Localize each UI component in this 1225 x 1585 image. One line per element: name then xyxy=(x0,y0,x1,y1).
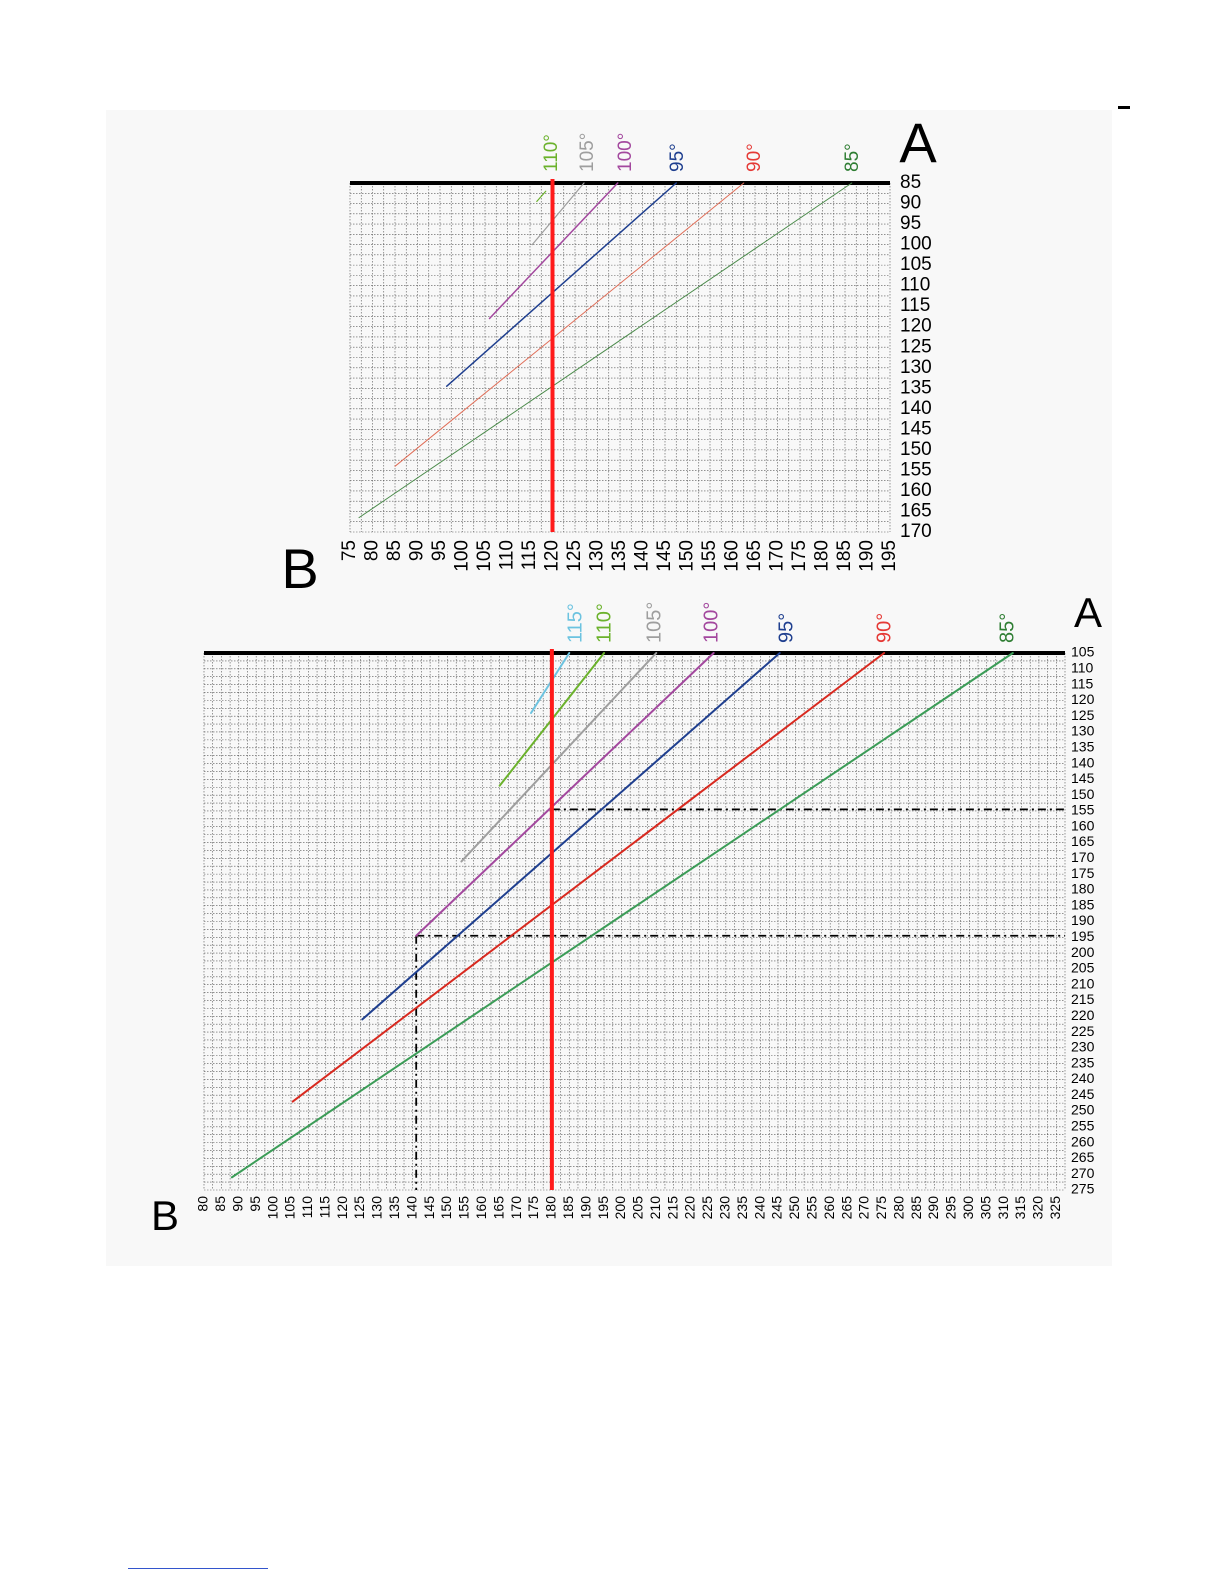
angle-label: 105° xyxy=(577,132,599,172)
y-tick-label: 150 xyxy=(900,438,932,460)
y-tick-label: 130 xyxy=(900,356,932,378)
axis-letter-b: B xyxy=(150,1192,180,1239)
y-tick-label: 115 xyxy=(1071,675,1094,692)
x-tick-label: 100 xyxy=(451,540,473,572)
angle-label: 85° xyxy=(996,612,1019,643)
y-tick-label: 100 xyxy=(900,233,932,255)
x-tick-label: 130 xyxy=(368,1196,385,1220)
y-tick-label: 105 xyxy=(900,254,932,276)
x-tick-label: 295 xyxy=(942,1196,959,1220)
x-tick-label: 220 xyxy=(681,1196,698,1220)
angle-label: 95° xyxy=(667,143,689,172)
x-tick-label: 190 xyxy=(577,1196,594,1220)
angle-label: 110° xyxy=(593,603,616,643)
footnote-separator xyxy=(128,1568,268,1569)
y-tick-label: 145 xyxy=(1071,770,1095,787)
y-tick-label: 130 xyxy=(1071,722,1095,739)
x-tick-label: 250 xyxy=(786,1196,803,1220)
x-tick-label: 160 xyxy=(473,1196,490,1220)
x-tick-label: 155 xyxy=(699,540,721,572)
x-tick-label: 140 xyxy=(403,1196,420,1220)
x-tick-label: 125 xyxy=(351,1196,368,1220)
x-tick-label: 300 xyxy=(960,1196,977,1220)
x-tick-label: 90 xyxy=(406,540,428,562)
angle-label: 100° xyxy=(615,132,637,172)
x-tick-label: 135 xyxy=(609,540,631,572)
x-tick-label: 180 xyxy=(542,1196,559,1220)
x-tick-label: 285 xyxy=(907,1196,924,1220)
x-tick-label: 95 xyxy=(429,540,451,562)
x-tick-label: 305 xyxy=(977,1196,994,1220)
x-tick-label: 240 xyxy=(751,1196,768,1220)
x-tick-label: 155 xyxy=(455,1196,472,1220)
y-tick-label: 95 xyxy=(900,213,922,235)
y-tick-label: 110 xyxy=(900,274,931,296)
x-tick-label: 105 xyxy=(474,540,496,572)
x-tick-label: 270 xyxy=(855,1196,872,1220)
y-tick-label: 255 xyxy=(1071,1117,1095,1134)
y-tick-label: 175 xyxy=(1071,864,1095,881)
x-tick-label: 125 xyxy=(564,540,586,572)
x-tick-label: 180 xyxy=(811,540,833,572)
y-tick-label: 210 xyxy=(1071,975,1095,992)
x-tick-label: 320 xyxy=(1029,1196,1046,1220)
y-tick-label: 120 xyxy=(900,315,932,337)
x-tick-label: 280 xyxy=(890,1196,907,1220)
y-tick-label: 190 xyxy=(1071,912,1095,929)
x-tick-label: 225 xyxy=(699,1196,716,1220)
x-tick-label: 120 xyxy=(541,540,563,572)
x-tick-label: 115 xyxy=(316,1196,333,1219)
x-tick-label: 265 xyxy=(838,1196,855,1220)
x-tick-label: 145 xyxy=(654,540,676,572)
x-tick-label: 170 xyxy=(766,540,788,572)
angle-label: 85° xyxy=(842,143,864,172)
angle-label: 100° xyxy=(700,601,723,643)
angle-label: 115° xyxy=(564,603,587,643)
x-tick-label: 290 xyxy=(925,1196,942,1220)
y-tick-label: 195 xyxy=(1071,927,1095,944)
y-tick-label: 220 xyxy=(1071,1006,1095,1023)
y-tick-label: 235 xyxy=(1071,1054,1095,1071)
x-tick-label: 315 xyxy=(1012,1196,1029,1220)
x-tick-label: 245 xyxy=(768,1196,785,1220)
x-tick-label: 90 xyxy=(229,1196,246,1212)
x-tick-label: 140 xyxy=(631,540,653,572)
y-tick-label: 170 xyxy=(900,521,932,543)
y-tick-label: 215 xyxy=(1071,991,1095,1008)
x-tick-label: 185 xyxy=(559,1196,576,1220)
y-tick-label: 275 xyxy=(1071,1180,1095,1197)
x-tick-label: 230 xyxy=(716,1196,733,1220)
x-tick-label: 175 xyxy=(789,540,811,572)
y-tick-label: 120 xyxy=(1071,691,1095,708)
y-tick-label: 90 xyxy=(900,192,922,214)
x-tick-label: 145 xyxy=(420,1196,437,1220)
y-tick-label: 145 xyxy=(900,418,932,440)
y-tick-label: 160 xyxy=(900,479,932,501)
x-tick-label: 195 xyxy=(594,1196,611,1220)
x-tick-label: 115 xyxy=(519,540,541,571)
angle-label: 105° xyxy=(643,601,666,643)
x-tick-label: 165 xyxy=(744,540,766,572)
y-tick-label: 245 xyxy=(1071,1085,1095,1102)
x-tick-label: 85 xyxy=(384,540,406,562)
x-tick-label: 210 xyxy=(646,1196,663,1220)
x-tick-label: 110 xyxy=(299,1196,316,1219)
x-tick-label: 85 xyxy=(212,1196,229,1212)
y-tick-label: 140 xyxy=(1071,754,1095,771)
angle-label: 90° xyxy=(873,612,896,643)
y-tick-label: 250 xyxy=(1071,1101,1095,1118)
y-tick-label: 240 xyxy=(1071,1070,1095,1087)
y-tick-label: 140 xyxy=(900,397,932,419)
y-tick-label: 225 xyxy=(1071,1022,1095,1039)
x-tick-label: 160 xyxy=(721,540,743,572)
y-tick-label: 115 xyxy=(900,295,931,317)
y-tick-label: 125 xyxy=(900,336,932,358)
y-tick-label: 260 xyxy=(1071,1133,1095,1150)
axis-letter-a: A xyxy=(899,111,937,174)
x-tick-label: 190 xyxy=(856,540,878,572)
angle-label: 90° xyxy=(744,143,766,172)
x-tick-label: 325 xyxy=(1047,1196,1064,1220)
y-tick-label: 165 xyxy=(1071,833,1095,850)
y-tick-label: 155 xyxy=(1071,801,1095,818)
y-tick-label: 180 xyxy=(1071,880,1095,897)
y-tick-label: 135 xyxy=(900,377,932,399)
y-tick-label: 170 xyxy=(1071,849,1095,866)
y-tick-label: 185 xyxy=(1071,896,1095,913)
y-tick-label: 155 xyxy=(900,459,932,481)
x-tick-label: 110 xyxy=(496,540,518,571)
y-tick-label: 110 xyxy=(1071,659,1094,676)
y-tick-label: 150 xyxy=(1071,785,1095,802)
x-tick-label: 80 xyxy=(194,1196,211,1212)
x-tick-label: 205 xyxy=(629,1196,646,1220)
y-tick-label: 230 xyxy=(1071,1038,1095,1055)
x-tick-label: 150 xyxy=(676,540,698,572)
y-tick-label: 270 xyxy=(1071,1164,1095,1181)
x-tick-label: 185 xyxy=(834,540,856,572)
x-tick-label: 195 xyxy=(879,540,901,572)
y-tick-label: 85 xyxy=(900,172,922,194)
x-tick-label: 80 xyxy=(361,540,383,562)
angle-label: 95° xyxy=(775,612,798,643)
x-tick-label: 120 xyxy=(333,1196,350,1220)
x-tick-label: 175 xyxy=(525,1196,542,1220)
x-tick-label: 170 xyxy=(507,1196,524,1220)
x-tick-label: 95 xyxy=(246,1196,263,1212)
x-tick-label: 150 xyxy=(438,1196,455,1220)
y-tick-label: 105 xyxy=(1071,643,1095,660)
y-tick-label: 205 xyxy=(1071,959,1095,976)
axis-letter-a: A xyxy=(1073,589,1103,636)
x-tick-label: 310 xyxy=(994,1196,1011,1220)
x-tick-label: 75 xyxy=(339,540,361,562)
y-tick-label: 135 xyxy=(1071,738,1095,755)
x-tick-label: 235 xyxy=(733,1196,750,1220)
x-tick-label: 165 xyxy=(490,1196,507,1220)
y-tick-label: 200 xyxy=(1071,943,1095,960)
x-tick-label: 105 xyxy=(281,1196,298,1220)
x-tick-label: 200 xyxy=(612,1196,629,1220)
x-tick-label: 275 xyxy=(873,1196,890,1220)
y-tick-label: 160 xyxy=(1071,817,1095,834)
x-tick-label: 260 xyxy=(820,1196,837,1220)
angle-label: 110° xyxy=(541,134,563,172)
y-tick-label: 165 xyxy=(900,500,932,522)
x-tick-label: 100 xyxy=(264,1196,281,1220)
x-tick-label: 130 xyxy=(586,540,608,572)
y-tick-label: 265 xyxy=(1071,1149,1095,1166)
x-tick-label: 255 xyxy=(803,1196,820,1220)
x-tick-label: 215 xyxy=(664,1196,681,1220)
x-tick-label: 135 xyxy=(386,1196,403,1220)
y-tick-label: 125 xyxy=(1071,706,1095,723)
axis-letter-b: B xyxy=(281,537,319,600)
